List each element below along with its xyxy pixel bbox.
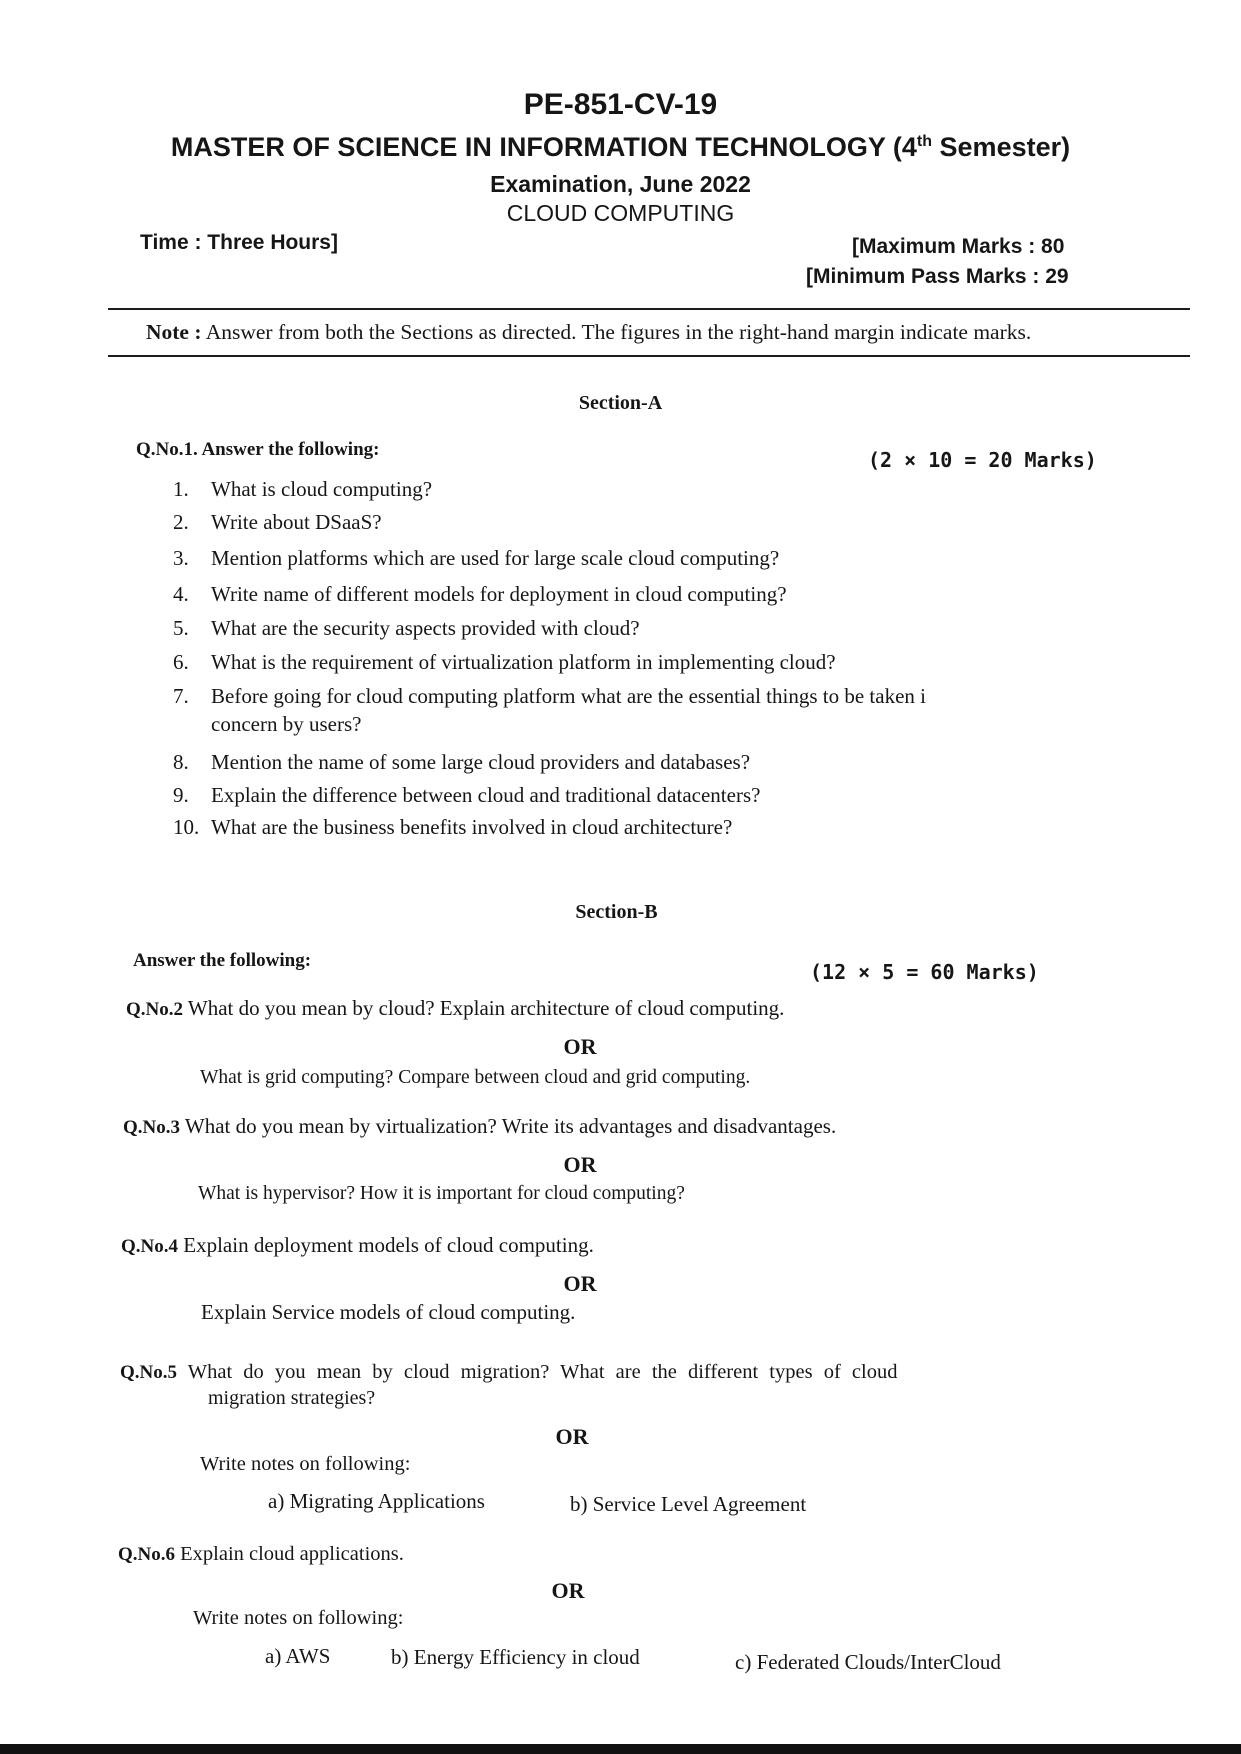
list-item: 2. Write about DSaaS? xyxy=(173,510,382,534)
question-3-alternative: What is hypervisor? How it is important for cloud computing? xyxy=(198,1183,685,1204)
question-5: Q.No.5 What do you mean by cloud migration? What are the different types of cloud xyxy=(120,1361,898,1383)
section-a-question-label: Q.No.1. Answer the following: xyxy=(136,439,380,460)
list-item: 1. What is cloud computing? xyxy=(173,477,433,501)
scan-border xyxy=(0,1744,1241,1754)
note-label: Note : xyxy=(146,320,202,344)
question-5-subitem: b) Service Level Agreement xyxy=(570,1492,807,1516)
list-item: 8. Mention the name of some large cloud providers and databases? xyxy=(173,750,751,774)
exam-session: Examination, June 2022 xyxy=(490,171,751,197)
list-item: 3. Mention platforms which are used for large scale cloud computing? xyxy=(173,546,780,570)
minimum-pass-marks: [Minimum Pass Marks : 29 xyxy=(806,265,1069,288)
list-item: 6. What is the requirement of virtualization platform in implementing cloud? xyxy=(173,650,836,674)
list-item: 10. What are the business benefits involved in cloud architecture? xyxy=(173,815,733,839)
section-b-instruction: Answer the following: xyxy=(133,950,312,971)
question-4: Q.No.4 Explain deployment models of cloud computing. xyxy=(121,1233,594,1257)
question-2: Q.No.2 What do you mean by cloud? Explain architecture of cloud computing. xyxy=(126,996,785,1020)
time-allowed: Time : Three Hours] xyxy=(140,231,338,254)
maximum-marks: [Maximum Marks : 80 xyxy=(852,235,1065,258)
section-a-marks: (2 × 10 = 20 Marks) xyxy=(868,448,1097,472)
question-5-subitem: a) Migrating Applications xyxy=(268,1489,485,1513)
list-item: 4. Write name of different models for deployment in cloud computing? xyxy=(173,582,787,606)
question-2-alternative: What is grid computing? Compare between cloud and grid computing. xyxy=(200,1067,751,1088)
degree-sup: th xyxy=(916,133,933,150)
or-divider: OR xyxy=(563,1152,597,1177)
list-item: 9. Explain the difference between cloud and traditional datacenters? xyxy=(173,783,761,807)
subject-title: CLOUD COMPUTING xyxy=(506,200,735,226)
or-divider: OR xyxy=(563,1034,597,1059)
list-item: 5. What are the security aspects provided with cloud? xyxy=(173,616,640,640)
or-divider: OR xyxy=(555,1424,589,1449)
question-5-continuation: migration strategies? xyxy=(208,1387,376,1409)
note-top-rule xyxy=(108,308,1190,310)
question-4-alternative: Explain Service models of cloud computing. xyxy=(201,1300,576,1324)
degree-end: Semester) xyxy=(932,132,1071,162)
section-a-title: Section-A xyxy=(578,392,663,414)
list-item: 7. Before going for cloud computing platform what are the essential things to be taken i xyxy=(173,684,926,708)
question-3: Q.No.3 What do you mean by virtualization? Write its advantages and disadvantages. xyxy=(123,1114,837,1138)
degree-main: MASTER OF SCIENCE IN INFORMATION TECHNOLOGY (4 xyxy=(170,132,917,162)
question-6-alternative: Write notes on following: xyxy=(193,1607,404,1629)
section-b-marks: (12 × 5 = 60 Marks) xyxy=(810,960,1039,984)
question-5-alternative: Write notes on following: xyxy=(200,1453,411,1475)
note xyxy=(146,320,1031,345)
list-item-continuation: concern by users? xyxy=(211,712,362,736)
or-divider: OR xyxy=(563,1271,597,1296)
note-text: Answer from both the Sections as directed. The figures in the right-hand margin indicate marks. xyxy=(201,320,1032,344)
question-6-subitem: a) AWS xyxy=(265,1644,331,1668)
question-6-subitem: c) Federated Clouds/InterCloud xyxy=(735,1650,1001,1674)
question-6: Q.No.6 Explain cloud applications. xyxy=(118,1543,404,1565)
or-divider: OR xyxy=(551,1578,585,1603)
paper-code: PE-851-CV-19 xyxy=(523,88,718,121)
section-b-title: Section-B xyxy=(575,901,658,923)
degree-title xyxy=(0,132,1241,163)
question-6-subitem: b) Energy Efficiency in cloud xyxy=(391,1645,640,1669)
note-bottom-rule xyxy=(108,355,1190,357)
